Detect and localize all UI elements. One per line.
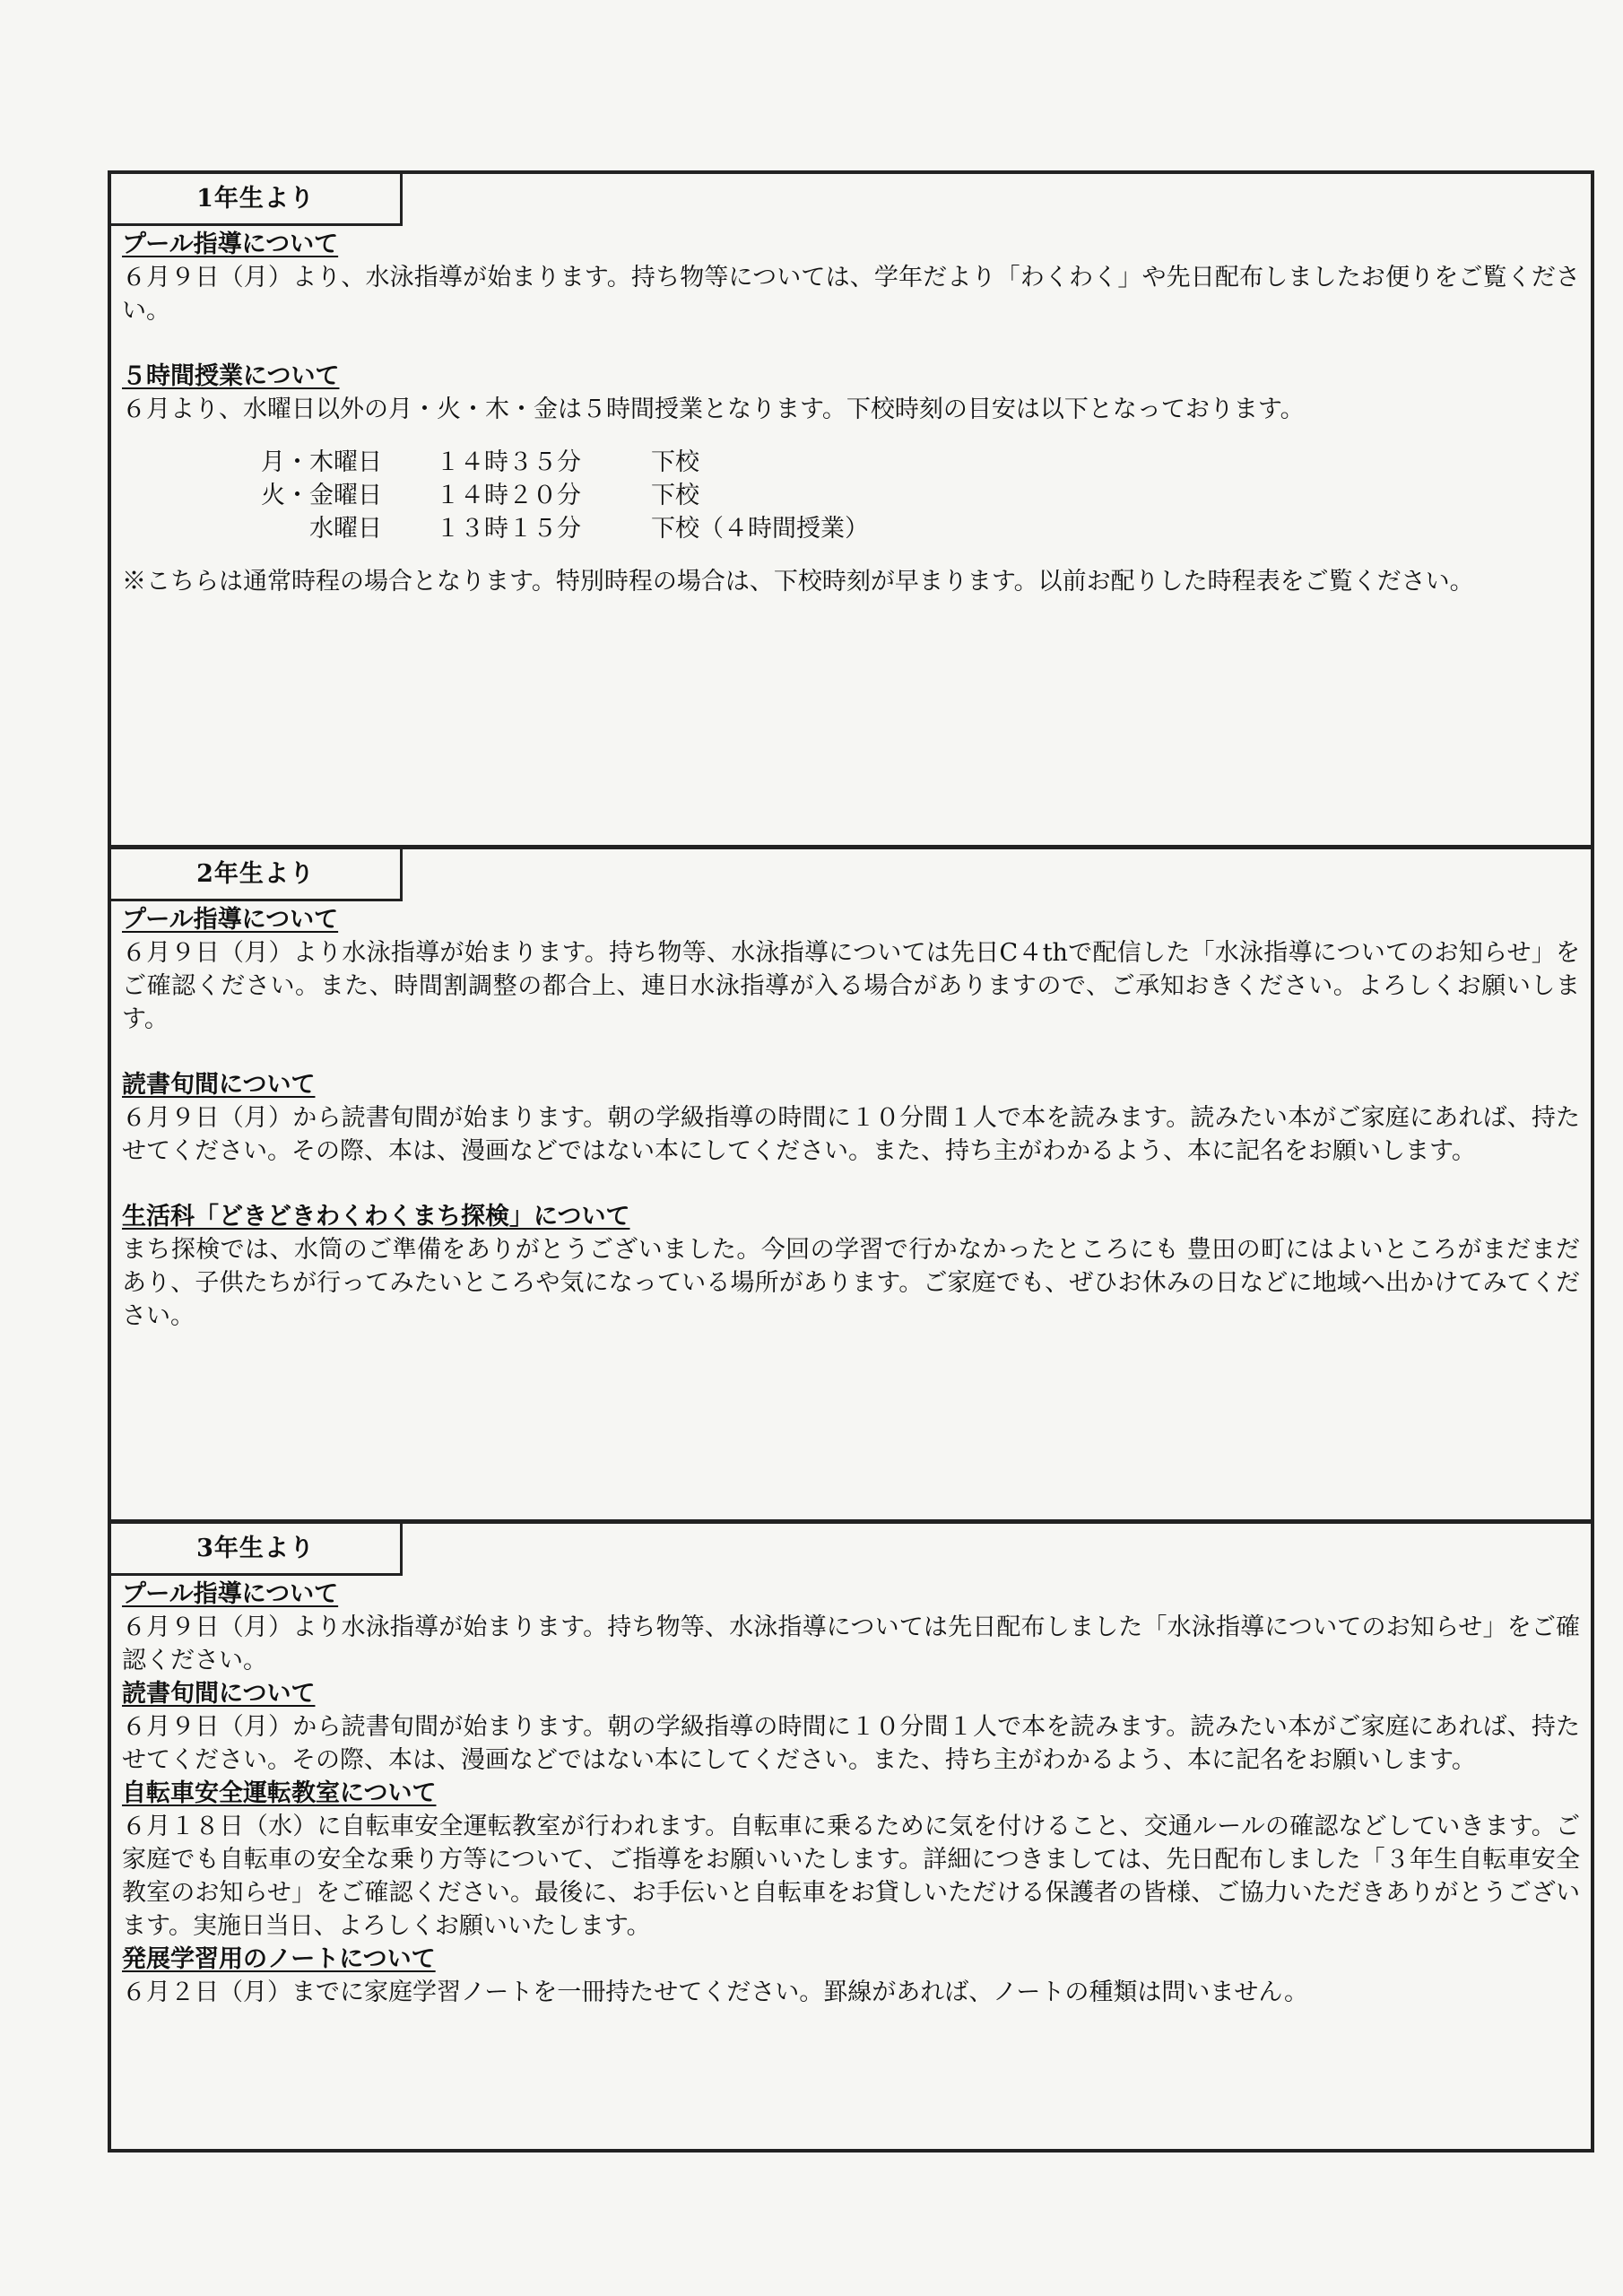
grade3-bicycle-text: ６月１８日（水）に自転車安全運転教室が行われます。自転車に乗るために気を付けること、交通ルールの確認などしていきます。ご家庭でも自転車の安全な乗り方等について、ご指導をお願いいたします。詳細につきましては、先日配布しました「３年生自転車安全教室のお知らせ」をご確認ください。最後に、お手伝いと自転車をお貸しいただける保護者の皆様、ご協力いただきありがとうございます。実施日当日、よろしくお願いいたします。 — [122, 1813, 1580, 1940]
grade2-reading-heading: 読書旬間について — [122, 1071, 316, 1099]
grade3-section — [108, 1520, 1594, 2152]
grade2-section — [108, 846, 1594, 1523]
schedule-row — [158, 512, 869, 545]
schedule-day: 月・木曜日 — [261, 448, 382, 476]
grade1-five-period-text: ６月より、水曜日以外の月・火・木・金は５時間授業となります。下校時刻の目安は以下となっております。 — [122, 396, 1305, 423]
grade2-reading-text: ６月９日（月）から読書旬間が始まります。朝の学級指導の時間に１０分間１人で本を読みます。読みたい本がご家庭にあれば、持たせてください。その際、本は、漫画などではない本にしてください。また、持ち主がわかるよう、本に記名をお願いします。 — [122, 1104, 1580, 1165]
grade1-pool-text: ６月９日（月）より、水泳指導が始まります。持ち物等については、学年だより「わくわく」や先日配布しましたお便りをご覧ください。 — [122, 264, 1580, 325]
grade1-section — [108, 170, 1594, 848]
grade1-content — [122, 228, 1580, 598]
grade3-bicycle-heading: 自転車安全運転教室について — [122, 1779, 437, 1807]
grade1-pool-heading: プール指導について — [122, 230, 339, 258]
grade2-pool-heading: プール指導について — [122, 906, 339, 934]
schedule-time: １３時１５分 — [436, 515, 581, 543]
grade3-tab: 3年生より — [111, 1524, 403, 1576]
grade2-life-heading: 生活科「どきどきわくわくまち探検」について — [122, 1203, 630, 1231]
grade2-life-text: まち探検では、水筒のご準備をありがとうございました。今回の学習で行かなかったところにも 豊田の町にはよいところがまだまだあり、子供たちが行ってみたいところや気になっている場所があります。ご家庭でも、ぜひお休みの日などに地域へ出かけてみてください。 — [122, 1236, 1580, 1330]
schedule-note: 下校 — [651, 482, 699, 509]
schedule-note: 下校 — [651, 448, 699, 476]
grade1-schedule-footnote: ※こちらは通常時程の場合となります。特別時程の場合は、下校時刻が早まります。以前お配りした時程表をご覧ください。 — [122, 568, 1474, 596]
grade2-tab: 2年生より — [111, 849, 403, 901]
grade3-notebook-text: ６月２日（月）までに家庭学習ノートを一冊持たせてください。罫線があれば、ノートの種類は問いません。 — [122, 1979, 1308, 2006]
grade3-notebook-heading: 発展学習用のノートについて — [122, 1945, 436, 1973]
grade1-tab: 1年生より — [111, 174, 403, 226]
schedule-time: １４時２０分 — [436, 482, 581, 509]
schedule-row — [158, 446, 869, 479]
grade3-pool-text: ６月９日（月）より水泳指導が始まります。持ち物等、水泳指導については先日配布しました「水泳指導についてのお知らせ」をご確認ください。 — [122, 1613, 1580, 1674]
grade3-content — [122, 1578, 1580, 2009]
grade1-five-period-heading: ５時間授業について — [122, 362, 340, 390]
dismissal-schedule-table — [158, 446, 869, 545]
schedule-day: 火・金曜日 — [261, 482, 382, 509]
grade3-reading-text: ６月９日（月）から読書旬間が始まります。朝の学級指導の時間に１０分間１人で本を読みます。読みたい本がご家庭にあれば、持たせてください。その際、本は、漫画などではない本にしてください。また、持ち主がわかるよう、本に記名をお願いします。 — [122, 1713, 1580, 1774]
schedule-time: １４時３５分 — [436, 448, 581, 476]
grade3-pool-heading: プール指導について — [122, 1580, 339, 1608]
schedule-day: 水曜日 — [309, 515, 382, 543]
grade2-pool-text: ６月９日（月）より水泳指導が始まります。持ち物等、水泳指導については先日C４thで配信した「水泳指導についてのお知らせ」をご確認ください。また、時間割調整の都合上、連日水泳指導が入る場合がありますので、ご承知おきください。よろしくお願いします。 — [122, 939, 1580, 1033]
grade3-reading-heading: 読書旬間について — [122, 1680, 316, 1708]
schedule-row — [158, 479, 869, 512]
grade2-content — [122, 903, 1580, 1333]
schedule-note: 下校（４時間授業） — [651, 515, 869, 543]
